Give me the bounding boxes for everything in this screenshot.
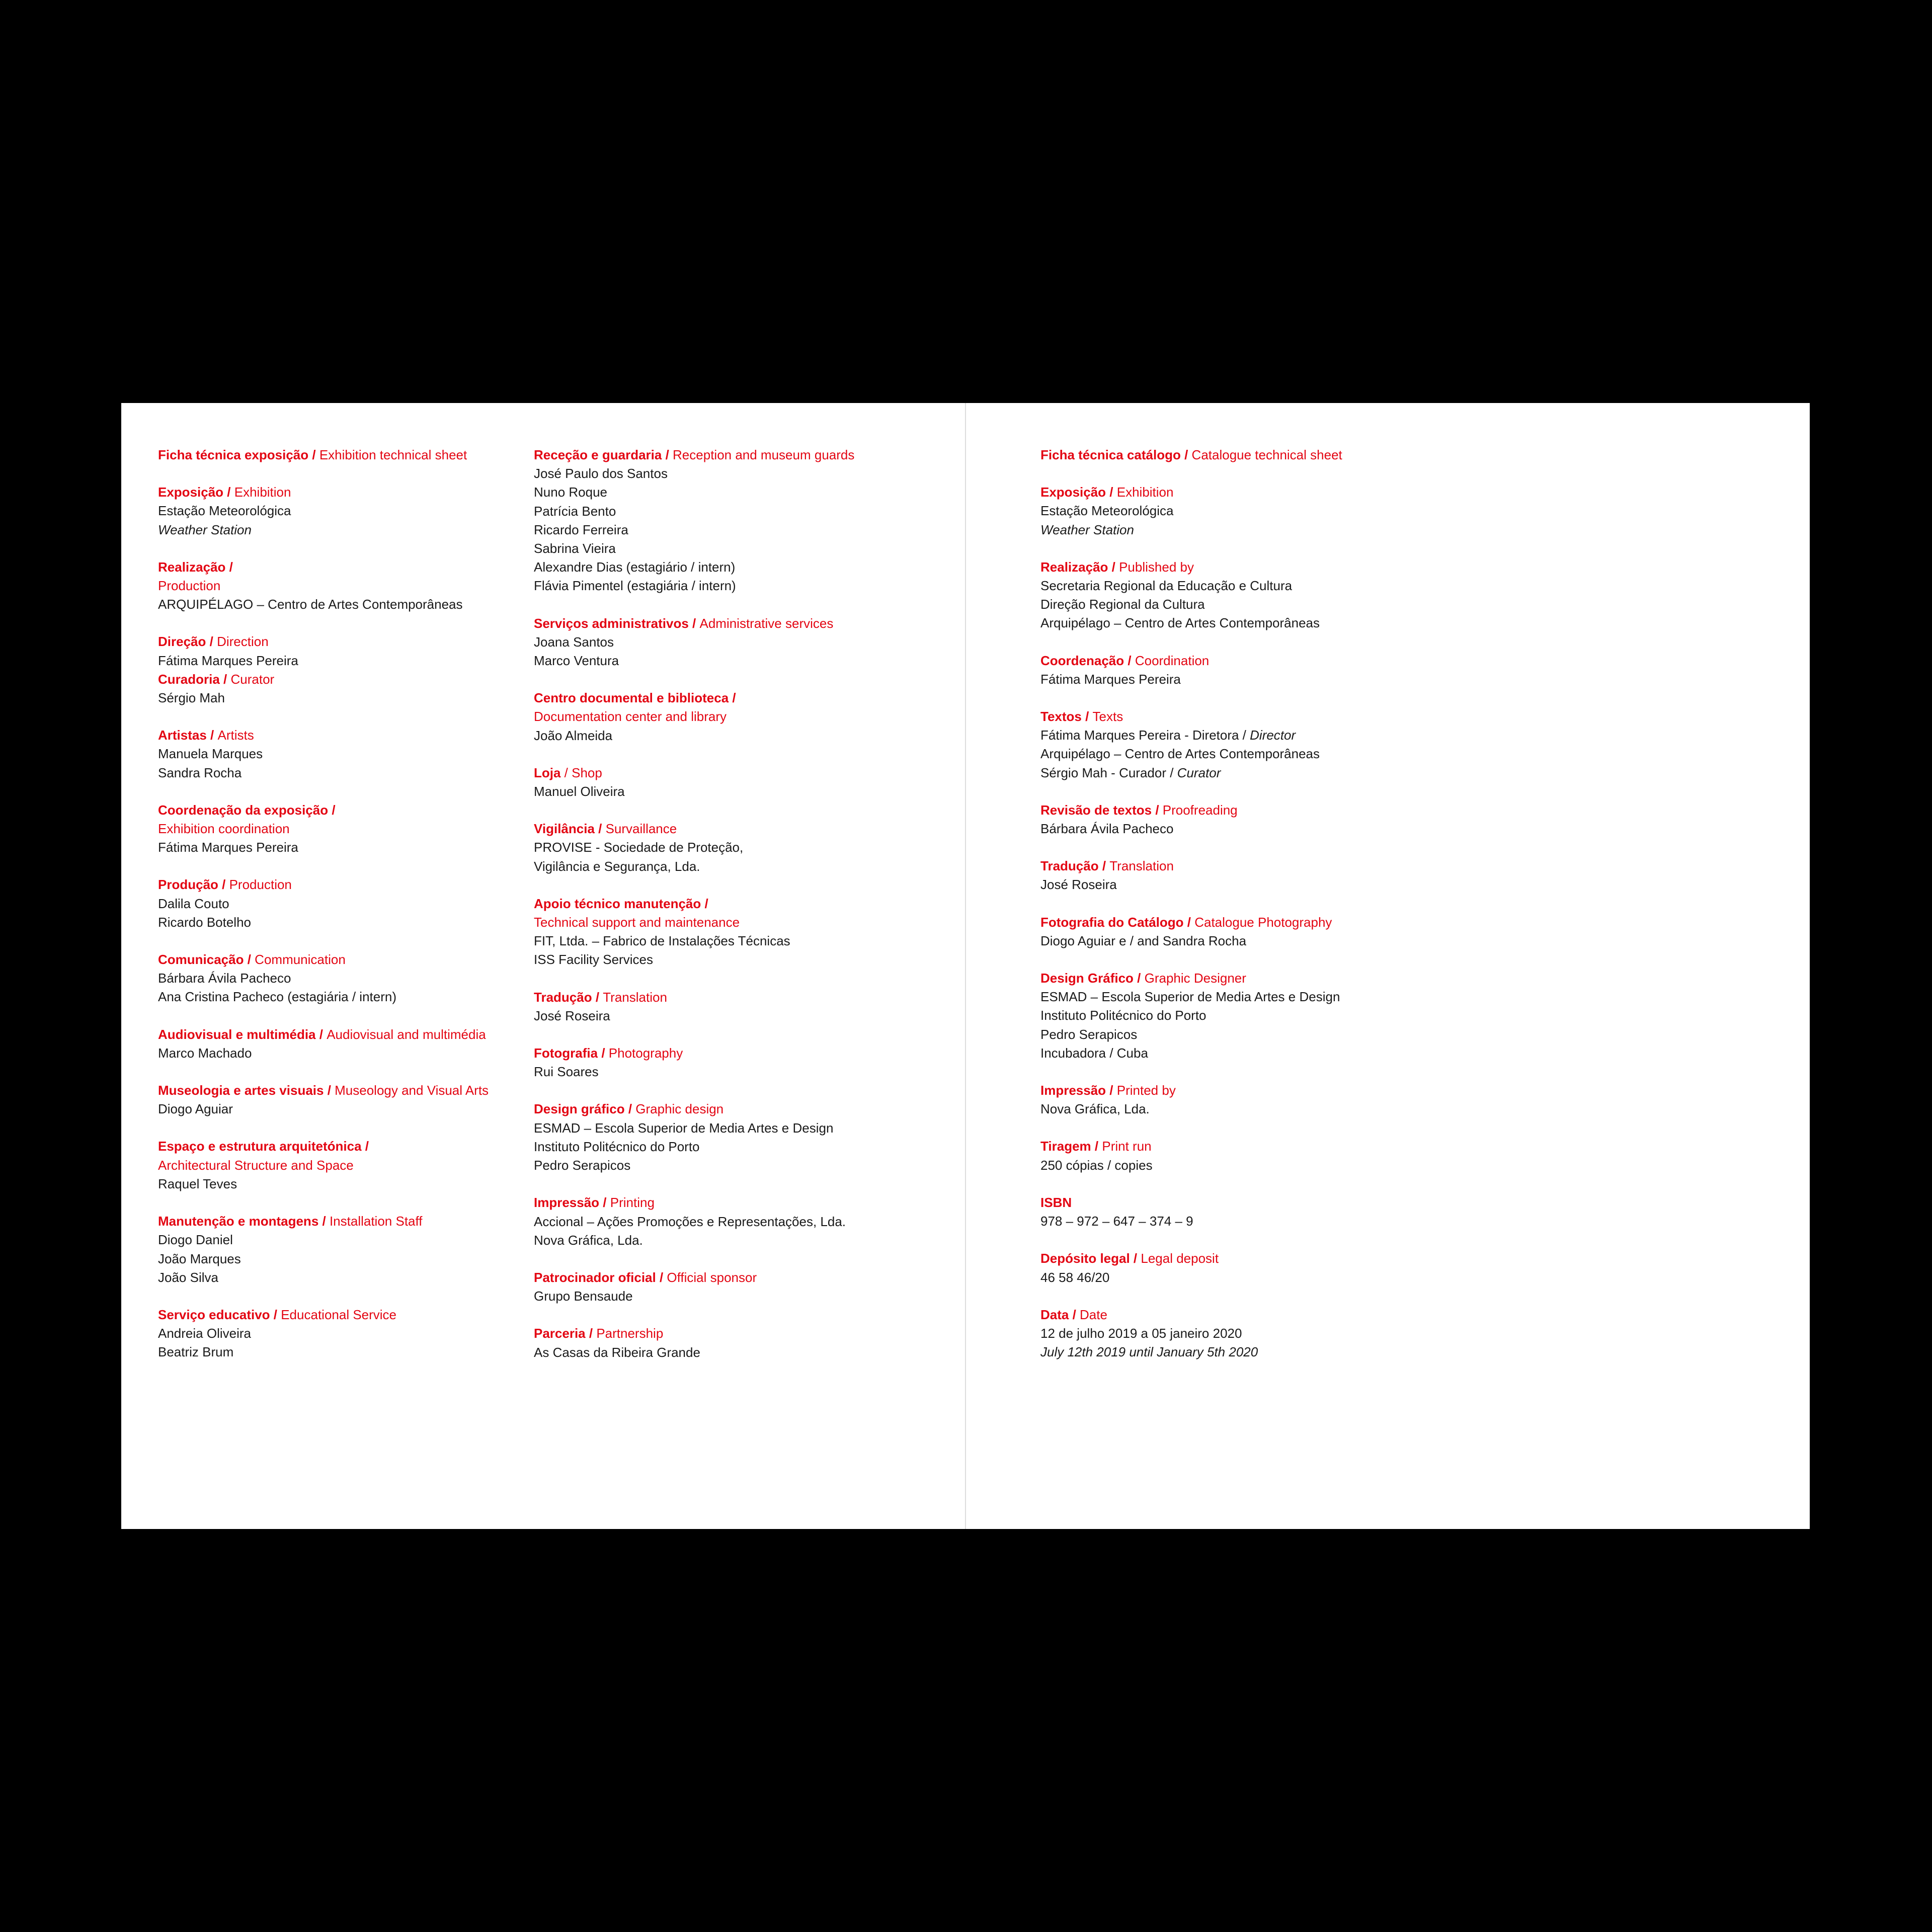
section-title: Apoio técnico manutenção <box>534 896 701 911</box>
credit-section: Design Gráfico / Graphic Designer ESMAD – Escola Superior de Media Artes e Design Instituto Politécnico do Porto Pedro Serapicos Incubadora / Cuba <box>1040 969 1493 1063</box>
section-title: Direção <box>158 634 206 650</box>
credit-line: Fátima Marques Pereira <box>158 840 298 855</box>
credit-line: José Paulo dos Santos <box>534 466 668 481</box>
credit-section: Manutenção e montagens / Installation Staff Diogo Daniel João Marques João Silva <box>158 1212 530 1287</box>
credit-line: João Almeida <box>534 728 613 743</box>
credit-line: Secretaria Regional da Educação e Cultura <box>1040 578 1293 594</box>
credit-section: Loja / Shop Manuel Oliveira <box>534 764 916 801</box>
credit-line: Bárbara Ávila Pacheco <box>1040 821 1174 837</box>
section-title: ISBN <box>1040 1194 1072 1210</box>
section-title-en: Printed by <box>1116 1083 1176 1098</box>
credit-line: Diogo Aguiar e / and Sandra Rocha <box>1040 933 1247 948</box>
section-title: Curadoria <box>158 671 220 687</box>
credit-line: Direção Regional da Cultura <box>1040 597 1205 612</box>
section-title-en: Official sponsor <box>667 1269 757 1285</box>
section-title: Coordenação da exposição <box>158 802 329 818</box>
section-title: Textos <box>1040 709 1082 725</box>
credit-section: Ficha técnica catálogo / Catalogue technical sheet <box>1040 447 1342 462</box>
section-title-en: Proofreading <box>1162 802 1238 818</box>
credit-line: ISS Facility Services <box>534 952 653 968</box>
credit-section: Impressão / Printing Accional – Ações Promoções e Representações, Lda. Nova Gráfica, Lda. <box>534 1193 916 1250</box>
section-title-en: Photography <box>608 1045 683 1061</box>
credit-section: Museologia e artes visuais / Museology and Visual Arts Diogo Aguiar <box>158 1081 530 1118</box>
section-title-en: Exhibition <box>1116 485 1174 500</box>
section-title-en: Legal deposit <box>1141 1251 1219 1266</box>
section-title: Centro documental e biblioteca <box>534 690 729 706</box>
section-title-en: Graphic Designer <box>1144 971 1246 986</box>
credit-section: Produção / Production Dalila Couto Ricardo Botelho <box>158 875 530 932</box>
section-title: Tiragem <box>1040 1139 1091 1154</box>
credit-section: Tradução / Translation José Roseira <box>1040 857 1493 894</box>
section-title-en: Communication <box>255 952 346 968</box>
section-title-en: Printing <box>610 1195 655 1211</box>
right-page-column <box>1040 446 1493 1380</box>
section-title-en: Catalogue technical sheet <box>1191 447 1342 462</box>
credit-line: Manuel Oliveira <box>534 784 625 799</box>
section-title-en: Artists <box>217 728 254 743</box>
credit-line: 12 de julho 2019 a 05 janeiro 2020 <box>1040 1325 1242 1341</box>
section-title-en: Architectural Structure and Space <box>158 1157 354 1173</box>
credit-line: Beatriz Brum <box>158 1344 234 1360</box>
credit-section: Artistas / Artists Manuela Marques Sandra Rocha <box>158 726 530 782</box>
section-title: Tradução <box>1040 858 1099 874</box>
credit-section: Realização / Production ARQUIPÉLAGO – Centro de Artes Contemporâneas <box>158 558 530 614</box>
credit-line: As Casas da Ribeira Grande <box>534 1344 700 1360</box>
section-title: Design Gráfico <box>1040 971 1134 986</box>
section-title: Audiovisual e multimédia <box>158 1026 316 1042</box>
credit-section: Audiovisual e multimédia / Audiovisual and multimédia Marco Machado <box>158 1025 530 1063</box>
credit-line: Andreia Oliveira <box>158 1326 251 1341</box>
credit-line: Bárbara Ávila Pacheco <box>158 971 291 986</box>
section-title: Impressão <box>534 1195 600 1211</box>
section-title-en: Exhibition technical sheet <box>319 447 467 462</box>
credit-section: Tiragem / Print run 250 cópias / copies <box>1040 1137 1493 1174</box>
credit-line-italic: Weather Station <box>1040 522 1134 537</box>
credit-line: Sandra Rocha <box>158 765 242 780</box>
credit-line: Marco Ventura <box>534 653 619 669</box>
left-page-column-1 <box>158 446 530 1381</box>
credit-section: Comunicação / Communication Bárbara Ávila Pacheco Ana Cristina Pacheco (estagiária / intern) <box>158 950 530 1007</box>
credit-section: Serviço educativo / Educational Service Andreia Oliveira Beatriz Brum <box>158 1306 530 1362</box>
section-title-en: Production <box>229 877 292 893</box>
section-title-en: Installation Staff <box>329 1214 423 1229</box>
section-title: Parceria <box>534 1326 586 1341</box>
credit-line: Ricardo Botelho <box>158 914 251 930</box>
section-title: Realização <box>158 559 226 575</box>
credit-line: Nova Gráfica, Lda. <box>1040 1101 1150 1117</box>
section-title: Depósito legal <box>1040 1251 1130 1266</box>
credit-section <box>1040 1193 1493 1231</box>
credit-section: Parceria / Partnership As Casas da Ribeira Grande <box>534 1324 916 1361</box>
section-title-en: Catalogue Photography <box>1194 914 1332 930</box>
section-title-en: Educational Service <box>281 1307 397 1322</box>
section-title-en: Curator <box>230 671 275 687</box>
section-title-en: Administrative services <box>699 615 834 631</box>
section-title: Patrocinador oficial <box>534 1269 656 1285</box>
credit-line: Fátima Marques Pereira <box>158 653 298 668</box>
credit-section: Patrocinador oficial / Official sponsor Grupo Bensaude <box>534 1268 916 1306</box>
section-title-en: Survaillance <box>605 821 677 837</box>
section-title-en: Print run <box>1102 1139 1152 1154</box>
credit-line: FIT, Ltda. – Fabrico de Instalações Técnicas <box>534 933 790 949</box>
section-title-en: Graphic design <box>635 1101 724 1117</box>
credit-line: Fátima Marques Pereira <box>1040 671 1181 687</box>
credit-section: Direção / Direction Fátima Marques Pereira Curadoria / Curator Sérgio Mah <box>158 632 530 707</box>
credit-line: Diogo Aguiar <box>158 1101 233 1117</box>
credit-line: Nova Gráfica, Lda. <box>534 1232 643 1248</box>
credit-section: Ficha técnica exposição / Exhibition technical sheet <box>158 447 467 462</box>
credit-section: Impressão / Printed by Nova Gráfica, Lda. <box>1040 1081 1493 1118</box>
section-title-en: Documentation center and library <box>534 709 727 725</box>
section-title: Espaço e estrutura arquitetónica <box>158 1139 362 1154</box>
credit-line-italic: Weather Station <box>158 522 252 537</box>
section-title-en: Coordination <box>1135 653 1210 668</box>
section-title: Serviços administrativos <box>534 615 689 631</box>
section-title: Ficha técnica catálogo <box>1040 447 1181 462</box>
credit-line-italic: July 12th 2019 until January 5th 2020 <box>1040 1344 1258 1360</box>
credit-section: Coordenação da exposição / Exhibition coordination Fátima Marques Pereira <box>158 801 530 857</box>
section-title: Tradução <box>534 989 592 1005</box>
section-title: Artistas <box>158 728 207 743</box>
section-title-en: Translation <box>603 989 667 1005</box>
section-title-en: Direction <box>217 634 269 650</box>
credit-line: José Roseira <box>534 1008 610 1023</box>
page-fold-divider <box>965 403 966 1529</box>
credit-section: Receção e guardaria / Reception and museum guards José Paulo dos Santos Nuno Roque Patrícia Bento Ricardo Ferreira Sabrina Vieira Alexandre Dias (estagiário / intern) Flávia Pimentel (estagiária / intern) <box>534 446 916 596</box>
credit-line: Diogo Daniel <box>158 1232 233 1248</box>
section-title: Data <box>1040 1307 1069 1322</box>
credit-line: Sérgio Mah - Curador / Curator <box>1040 765 1221 780</box>
credit-line: Arquipélago – Centro de Artes Contemporâneas <box>1040 746 1320 762</box>
section-title: Produção <box>158 877 218 893</box>
section-title: Fotografia do Catálogo <box>1040 914 1184 930</box>
credit-line: ESMAD – Escola Superior de Media Artes e Design <box>534 1120 834 1136</box>
catalogue-spread <box>121 403 1810 1529</box>
credit-line: Estação Meteorológica <box>158 503 291 519</box>
credit-section: Tradução / Translation José Roseira <box>534 988 916 1025</box>
credit-section: Textos / Texts Fátima Marques Pereira - Diretora / Director Arquipélago – Centro de Artes Contemporâneas Sérgio Mah - Curador / Curator <box>1040 707 1493 782</box>
credit-section: Coordenação / Coordination Fátima Marques Pereira <box>1040 652 1493 689</box>
credit-line: Marco Machado <box>158 1045 252 1061</box>
credit-section: Fotografia do Catálogo / Catalogue Photography Diogo Aguiar e / and Sandra Rocha <box>1040 913 1493 950</box>
credit-section: Design gráfico / Graphic design ESMAD – Escola Superior de Media Artes e Design Instituto Politécnico do Porto Pedro Serapicos <box>534 1100 916 1175</box>
section-title: Ficha técnica exposição <box>158 447 309 462</box>
credit-line: 250 cópias / copies <box>1040 1157 1153 1173</box>
section-title: Museologia e artes visuais <box>158 1083 324 1098</box>
credit-line: Arquipélago – Centro de Artes Contemporâneas <box>1040 615 1320 631</box>
credit-section: Revisão de textos / Proofreading Bárbara Ávila Pacheco <box>1040 801 1493 838</box>
credit-section: Vigilância / Survaillance PROVISE - Sociedade de Proteção, Vigilância e Segurança, Lda. <box>534 820 916 876</box>
credit-line: Instituto Politécnico do Porto <box>534 1139 700 1154</box>
credit-section: Exposição / Exhibition Estação Meteorológica Weather Station <box>1040 483 1493 539</box>
credit-line: ESMAD – Escola Superior de Media Artes e Design <box>1040 989 1340 1005</box>
section-title: Design gráfico <box>534 1101 625 1117</box>
credit-line: Patrícia Bento <box>534 503 616 519</box>
section-title: Exposição <box>1040 485 1106 500</box>
credit-line: Dalila Couto <box>158 896 229 911</box>
section-title: Fotografia <box>534 1045 598 1061</box>
credit-line: Grupo Bensaude <box>534 1289 633 1304</box>
credit-line: Ana Cristina Pacheco (estagiária / intern) <box>158 989 397 1005</box>
credit-line: João Marques <box>158 1251 241 1266</box>
section-title-en: Published by <box>1119 559 1194 575</box>
credit-line: Alexandre Dias (estagiário / intern) <box>534 559 736 575</box>
credit-line: Sérgio Mah <box>158 690 225 706</box>
section-title-en: Museology and Visual Arts <box>335 1083 489 1098</box>
section-title-en: Texts <box>1092 709 1123 725</box>
credit-line: Joana Santos <box>534 634 614 650</box>
section-title: Receção e guardaria <box>534 447 662 462</box>
credit-line: Flávia Pimentel (estagiária / intern) <box>534 578 736 594</box>
credit-section: Apoio técnico manutenção / Technical support and maintenance FIT, Ltda. – Fabrico de Instalações Técnicas ISS Facility Services <box>534 895 916 970</box>
credit-line: Incubadora / Cuba <box>1040 1045 1148 1061</box>
section-title: Serviço educativo <box>158 1307 270 1322</box>
credit-line: 46 58 46/20 <box>1040 1269 1110 1285</box>
section-title: Loja <box>534 765 561 780</box>
credit-line: Manuela Marques <box>158 746 263 762</box>
section-title: Vigilância <box>534 821 595 837</box>
credit-section: Espaço e estrutura arquitetónica / Architectural Structure and Space Raquel Teves <box>158 1137 530 1193</box>
section-title: Realização <box>1040 559 1108 575</box>
credit-line: Nuno Roque <box>534 485 607 500</box>
section-title-en: Reception and museum guards <box>673 447 855 462</box>
section-title-en: Translation <box>1109 858 1174 874</box>
credit-line: Vigilância e Segurança, Lda. <box>534 858 700 874</box>
credit-section: Exposição / Exhibition Estação Meteorológica Weather Station <box>158 483 530 539</box>
credit-line: Sabrina Vieira <box>534 541 616 556</box>
credit-line: PROVISE - Sociedade de Proteção, <box>534 840 744 855</box>
section-title-en: Exhibition <box>234 485 291 500</box>
credit-line: Estação Meteorológica <box>1040 503 1174 519</box>
left-page-column-2 <box>534 446 916 1381</box>
credit-line: 978 – 972 – 647 – 374 – 9 <box>1040 1214 1193 1229</box>
section-title: Comunicação <box>158 952 244 968</box>
credit-line: Pedro Serapicos <box>1040 1026 1138 1042</box>
credit-line: Ricardo Ferreira <box>534 522 628 537</box>
credit-line: Pedro Serapicos <box>534 1158 631 1173</box>
section-title: Impressão <box>1040 1083 1106 1098</box>
credit-line: João Silva <box>158 1269 218 1285</box>
credit-line: Rui Soares <box>534 1064 599 1080</box>
credit-line: Fátima Marques Pereira - Diretora / Director <box>1040 728 1296 743</box>
section-title: Revisão de textos <box>1040 802 1152 818</box>
section-title-en: Shop <box>572 765 602 780</box>
section-title-en: Partnership <box>596 1326 664 1341</box>
section-title-en: Date <box>1080 1307 1107 1322</box>
credit-section: Fotografia / Photography Rui Soares <box>534 1044 916 1081</box>
credit-line: Raquel Teves <box>158 1176 237 1191</box>
credit-section: Depósito legal / Legal deposit 46 58 46/20 <box>1040 1249 1493 1286</box>
credit-line: José Roseira <box>1040 877 1117 893</box>
credit-section: Centro documental e biblioteca / Documentation center and library João Almeida <box>534 689 916 745</box>
credit-section: Serviços administrativos / Administrative services Joana Santos Marco Ventura <box>534 614 916 671</box>
section-title: Coordenação <box>1040 653 1124 668</box>
section-title-en: Exhibition coordination <box>158 821 290 837</box>
section-title-en: Technical support and maintenance <box>534 915 740 930</box>
section-title-en: Audiovisual and multimédia <box>327 1026 486 1042</box>
credit-line: Instituto Politécnico do Porto <box>1040 1008 1206 1023</box>
section-title: Manutenção e montagens <box>158 1214 319 1229</box>
section-title-en: Production <box>158 578 221 594</box>
credit-line: ARQUIPÉLAGO – Centro de Artes Contemporâneas <box>158 597 463 612</box>
credit-section: Realização / Published by Secretaria Regional da Educação e Cultura Direção Regional da Cultura Arquipélago – Centro de Artes Contemporâneas <box>1040 558 1493 633</box>
section-title: Exposição <box>158 485 224 500</box>
credit-line: Accional – Ações Promoções e Representações, Lda. <box>534 1214 846 1229</box>
credit-section: Data / Date 12 de julho 2019 a 05 janeiro 2020 July 12th 2019 until January 5th 2020 <box>1040 1306 1493 1362</box>
